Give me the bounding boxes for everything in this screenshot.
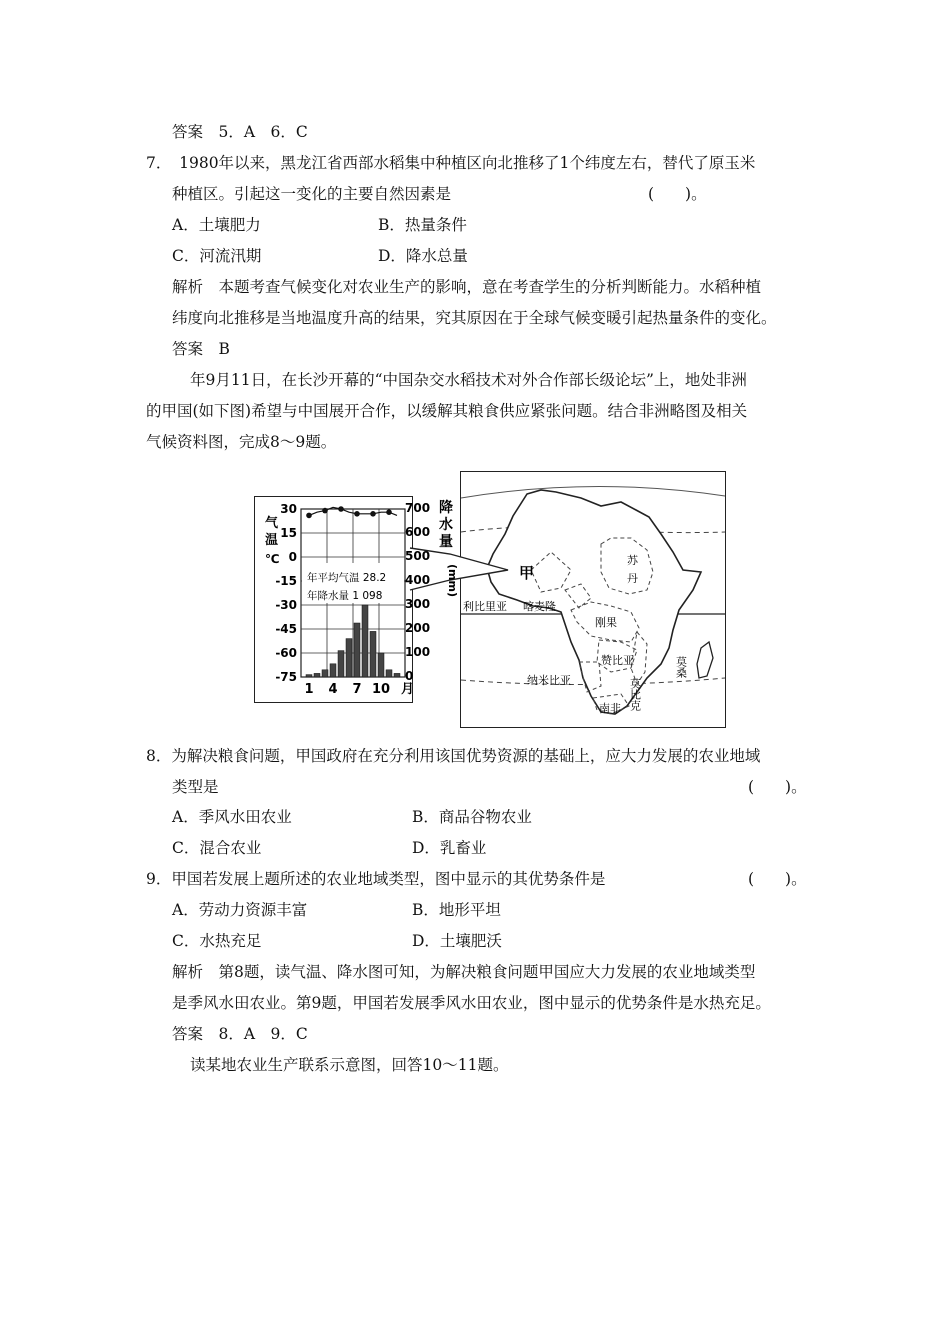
precip-bar [354, 623, 360, 677]
option-9a: A．劳动力资源丰富 [172, 901, 308, 919]
label-mozambique: 莫比克 [628, 678, 642, 711]
analysis-8-9-line2: 是季风水田农业。第9题，甲国若发展季风水田农业，图中显示的优势条件是水热充足。 [172, 994, 771, 1012]
madagascar-outline [697, 642, 713, 678]
question-7-line1: 7． 1980年以来，黑龙江省西部水稻集中种植区向北推移了1个纬度左右，替代了原玉米 [146, 154, 756, 172]
precip-bar [338, 651, 344, 677]
option-8b: B．商品谷物农业 [412, 808, 532, 826]
option-7b: B．热量条件 [378, 216, 467, 234]
climate-chart [254, 496, 413, 703]
temp-point [370, 511, 376, 517]
right-tick-label: 100 [405, 645, 431, 659]
precip-bar [314, 673, 320, 677]
intro-8-9-line1: 年9月11日，在长沙开幕的“中国杂交水稻技术对外合作部长级论坛”上，地处非洲 [190, 371, 747, 389]
ylabel-temp-2: 温 [265, 533, 279, 548]
option-7c: C．河流汛期 [172, 247, 262, 265]
africa-outline [487, 490, 701, 714]
precip-bar [346, 639, 352, 677]
option-7a: A．土壤肥力 [172, 216, 261, 234]
question-9: 9．甲国若发展上题所述的农业地域类型，图中显示的其优势条件是 [146, 870, 606, 888]
question-8-bracket: ( )。 [748, 778, 807, 796]
intro-10-11: 读某地农业生产联系示意图，回答10～11题。 [190, 1056, 509, 1074]
right-tick-label: 500 [405, 549, 431, 563]
left-tick-label: 0 [288, 550, 297, 564]
right-tick-label: 300 [405, 597, 431, 611]
question-9-bracket: ( )。 [748, 870, 807, 888]
label-madagascar: 莫桑 [674, 656, 688, 678]
analysis-7-line2: 纬度向北推移是当地温度升高的结果，究其原因在于全球气候变暖引起热量条件的变化。 [172, 309, 777, 327]
temp-point [338, 506, 344, 512]
left-tick-label: -45 [275, 622, 297, 636]
annotation-precip: 年降水量 1 098 [307, 590, 383, 602]
ylabel-precip-char: 降 [439, 500, 453, 516]
left-tick-label: -60 [275, 646, 297, 660]
precip-axis [403, 496, 463, 701]
x-tick-label: 10 [371, 682, 391, 697]
ylabel-precip-char: 量 [439, 534, 453, 550]
left-tick-label: -15 [275, 574, 297, 588]
right-tick-label: 200 [405, 621, 431, 635]
label-zambia: 赞比亚 [601, 654, 634, 667]
analysis-8-9-line1: 解析 第8题，读气温、降水图可知，为解决粮食问题甲国应大力发展的农业地域类型 [172, 963, 756, 981]
option-9c: C．水热充足 [172, 932, 262, 950]
answer-5-6: 答案 5．A 6．C [172, 123, 308, 141]
ylabel-temp-1: 气 [265, 516, 279, 531]
left-tick-label: 30 [280, 502, 297, 516]
precip-bar [378, 653, 384, 677]
temp-point [354, 511, 360, 517]
precip-bar [370, 631, 376, 677]
question-7-bracket: ( )。 [648, 185, 707, 203]
left-tick-label: -30 [275, 598, 297, 612]
analysis-7-line1: 解析 本题考查气候变化对农业生产的影响，意在考查学生的分析判断能力。水稻种植 [172, 278, 762, 296]
answer-8-9: 答案 8．A 9．C [172, 1025, 308, 1043]
option-9d: D．土壤肥沃 [412, 932, 502, 950]
annotation-temp: 年平均气温 28.2 [307, 572, 387, 584]
label-south-africa: 南非 [599, 702, 621, 715]
option-9b: B．地形平坦 [412, 901, 501, 919]
right-tick-label: 400 [405, 573, 431, 587]
x-unit-label: 月 [401, 682, 415, 697]
option-8a: A．季风水田农业 [172, 808, 292, 826]
ylabel-precip-unit: (mm) [446, 564, 459, 597]
label-sudan-1: 苏 [627, 554, 638, 567]
ylabel-precip-char: 水 [439, 517, 453, 533]
ylabel-temp-unit: ℃ [265, 552, 280, 566]
label-jia: 甲 [519, 564, 535, 582]
answer-7: 答案 B [172, 340, 230, 358]
x-tick-label: 4 [328, 682, 338, 697]
left-tick-label: -75 [275, 670, 297, 684]
option-7d: D．降水总量 [378, 247, 468, 265]
temp-point [306, 513, 312, 519]
label-namibia: 纳米比亚 [527, 674, 571, 687]
question-8-line1: 8．为解决粮食问题，甲国政府在充分利用该国优势资源的基础上，应大力发展的农业地域 [146, 747, 761, 765]
precip-bar [362, 605, 368, 677]
option-8c: C．混合农业 [172, 839, 262, 857]
question-7-line2: 种植区。引起这一变化的主要自然因素是 [172, 185, 452, 203]
temp-point [322, 508, 328, 514]
precip-bar [330, 664, 336, 677]
x-tick-label: 7 [352, 682, 362, 697]
precip-bar [306, 675, 312, 677]
precip-bar [394, 673, 400, 677]
intro-8-9-line3: 气候资料图，完成8～9题。 [146, 433, 337, 451]
question-8-line2: 类型是 [172, 778, 219, 796]
label-congo: 刚果 [595, 616, 617, 629]
label-sudan-2: 丹 [627, 572, 638, 585]
precip-bar [322, 670, 328, 677]
option-8d: D．乳畜业 [412, 839, 487, 857]
right-tick-label: 700 [405, 501, 431, 515]
right-tick-label: 600 [405, 525, 431, 539]
x-tick-label: 1 [304, 682, 314, 697]
precip-bar [386, 670, 392, 677]
label-cameroon: 喀麦隆 [523, 600, 556, 613]
intro-8-9-line2: 的甲国(如下图)希望与中国展开合作，以缓解其粮食供应紧张问题。结合非洲略图及相关 [146, 402, 748, 420]
right-tick-label: 0 [405, 669, 414, 683]
climate-chart-svg [255, 497, 415, 702]
label-liberia: 利比里亚 [463, 600, 507, 613]
temp-point [386, 509, 392, 515]
left-tick-label: 15 [280, 526, 297, 540]
